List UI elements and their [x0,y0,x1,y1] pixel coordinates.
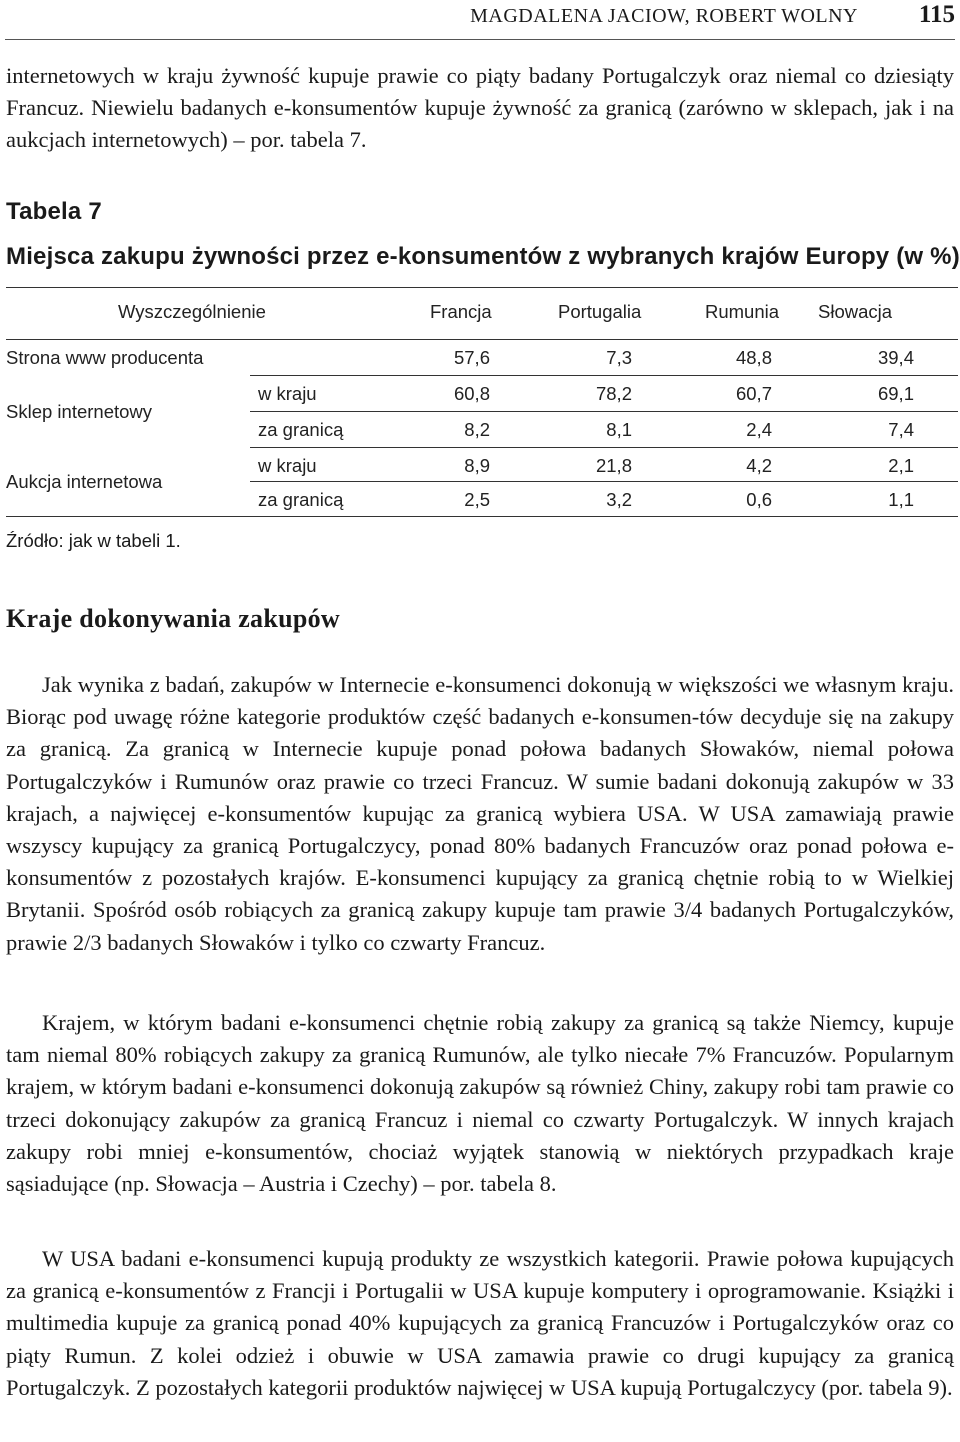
row-label: Sklep internetowy [6,401,153,422]
table-header-rule [6,339,958,340]
row-sublabel: za granicą [258,419,344,440]
header-authors: MAGDALENA JACIOW, ROBERT WOLNY [470,5,858,27]
table-title: Miejsca zakupu żywności przez e-konsumentów z wybranych krajów Europy (w %) [6,243,960,270]
body-paragraph: Jak wynika z badań, zakupów w Internecie e-konsumenci dokonują w większości we własnym kraju. Biorąc pod uwagę różne kategorie produktów część badanych e-konsumen-tów decyduje się na zakupy za granicą. Za granicą w Internecie kupuje ponad połowa badanych Słowaków, niemal połowa Portugalczyków i Rumunów oraz prawie co trzeci Francuz. W sumie badani dokonują zakupów w 33 krajach, a najwięcej e-konsumentów kupując za granicą wybiera USA. W USA zamawiają prawie wszyscy kupujący za granicą Portugalczycy, ponad 80% badanych Francuzów oraz ponad połowa e-konsumentów z pozostałych krajów. E-konsumenci kupujący za granicą chętnie robią to w Wielkiej Brytanii. Spośród osób robiących za granicą zakupy kupuje tam prawie 3/4 badanych Portugalczyków, prawie 2/3 badanych Słowaków i tylko co czwarty Francuz. [6,672,954,955]
table-cell: 3,2 [606,489,632,510]
table-cell: 2,5 [464,489,490,510]
column-header: Słowacja [818,301,893,322]
table-cell: 0,6 [746,489,772,510]
column-header: Portugalia [558,301,642,322]
table-cell: 60,7 [735,383,772,404]
table-cell: 57,6 [453,347,490,368]
table-cell: 7,3 [606,347,632,368]
row-label: Strona www producenta [6,347,204,368]
row-label: Aukcja internetowa [6,471,163,492]
header-rule [5,39,955,40]
body-paragraph: W USA badani e-konsumenci kupują produkty ze wszystkich kategorii. Prawie połowa kupujących za granicą e-konsumentów z Francji i Portugalii w USA kupuje komputery i oprogramowanie. Książki i multimedia kupuje za granicą ponad 40% kupujących za granicą Francuzów i Portugalczyków oraz co piąty Rumun. Z kolei odzież i obuwie w USA zamawia prawie co drugi kupujący za granicą Portugalczyk. Z pozostałych kategorii produktów najwięcej w USA kupują Portugalczycy (por. tabela 9). [6,1246,954,1400]
page-number: 115 [918,1,955,28]
table-cell: 8,2 [464,419,490,440]
table-top-rule [6,287,958,288]
table-cell: 60,8 [453,383,490,404]
table-cell: 2,1 [888,455,914,476]
table-subgroup-rule [250,481,958,482]
column-header: Wyszczególnienie [118,301,266,322]
column-header: Francja [430,301,492,322]
table-cell: 39,4 [877,347,914,368]
section-heading: Kraje dokonywania zakupów [6,604,340,633]
table-cell: 8,1 [606,419,632,440]
row-sublabel: w kraju [258,455,317,476]
row-sublabel: za granicą [258,489,344,510]
table-cell: 69,1 [877,383,914,404]
data-table [6,287,958,518]
table-number: Tabela 7 [6,198,102,225]
table-cell: 7,4 [888,419,914,440]
table-subgroup-rule [250,411,958,412]
table-cell: 4,2 [746,455,772,476]
table-cell: 1,1 [888,489,914,510]
table-subgroup-rule [250,447,958,448]
row-sublabel: w kraju [258,383,317,404]
table-source-note: Źródło: jak w tabeli 1. [6,530,181,551]
table-cell: 21,8 [595,455,632,476]
column-header: Rumunia [705,301,780,322]
table-cell: 48,8 [735,347,772,368]
table-cell: 78,2 [595,383,632,404]
running-header [0,0,960,44]
table-cell: 8,9 [464,455,490,476]
body-paragraph: Krajem, w którym badani e-konsumenci chętnie robią zakupy za granicą są także Niemcy, kupuje tam niemal 80% robiących zakupy za granicą Rumunów, ale tylko niecałe 7% Francuzów. Popularnym krajem, w którym badani e-konsumenci dokonują zakupów są również Chiny, zakupy robi tam prawie co trzeci dokonujący zakupów za granicą Francuz i niemal co czwarty Portugalczyk. W innych krajach zakupy robi mniej e-konsumentów, chociaż wyjątek stanowią w niektórych przypadkach kraje sąsiadujące (np. Słowacja – Austria i Czechy) – por. tabela 8. [6,1010,954,1197]
intro-paragraph: internetowych w kraju żywność kupuje prawie co piąty badany Portugalczyk oraz niemal co dziesiąty Francuz. Niewielu badanych e-konsumentów kupuje żywność za granicą (zarówno w sklepach, jak i na aukcjach internetowych) – por. tabela 7. [6,63,954,153]
table-cell: 2,4 [746,419,772,440]
table-subgroup-rule [250,375,958,376]
table-bottom-rule [6,516,958,517]
